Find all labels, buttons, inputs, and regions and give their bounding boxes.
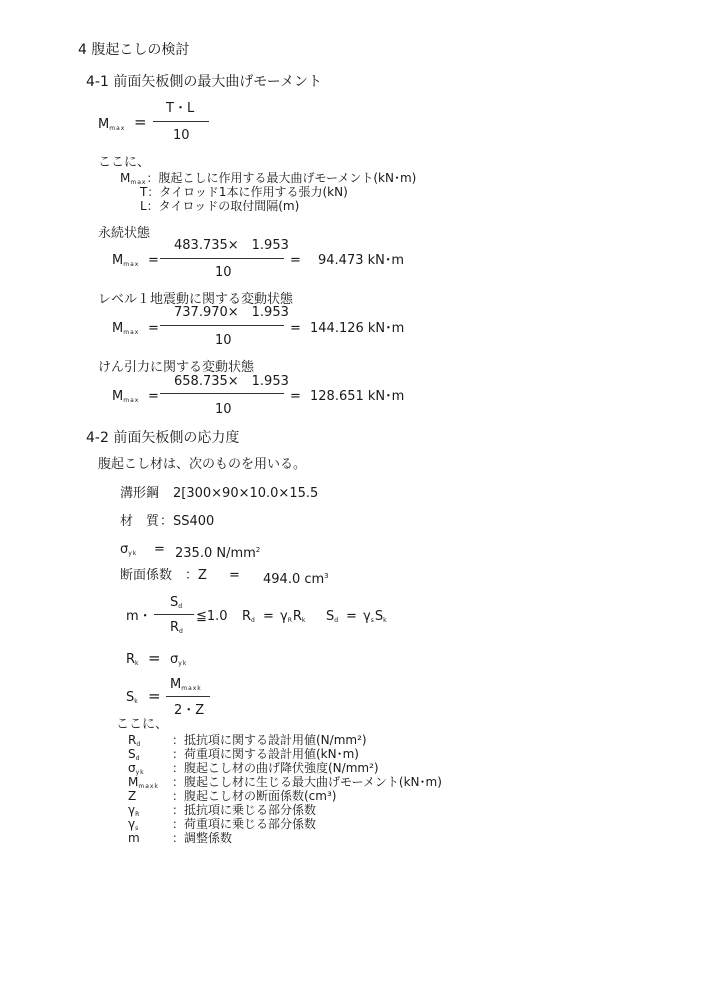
- section-modulus-value: 494.0 $cm^3$: [263, 572, 329, 587]
- result-value: 128.651 kN･m: [310, 389, 405, 404]
- sigma-value: 235.0 $N/mm^2$: [175, 546, 261, 561]
- result-value: 94.473 kN･m: [318, 253, 405, 268]
- fraction-denominator: 10: [173, 128, 190, 143]
- material-label: 材 質: [120, 514, 160, 529]
- material-intro: 腹起こし材は、次のものを用いる。: [98, 457, 307, 472]
- subsection-4-1-title: 4-1 前面矢板側の最大曲げモーメント: [86, 74, 323, 90]
- section-modulus-label: 断面係数 ：Z: [120, 568, 207, 583]
- channel-value: 2[300×90×10.0×15.5: [173, 486, 319, 501]
- result-value: 144.126 kN･m: [310, 321, 405, 336]
- fraction-bar: [153, 121, 209, 122]
- channel-label: 溝形鋼: [120, 486, 160, 501]
- material-value: ：SS400: [160, 514, 215, 529]
- section-title: 4 腹起こしの検討: [78, 42, 190, 58]
- fraction-numerator: T・L: [166, 101, 195, 116]
- sigma-yk: σyk: [120, 542, 138, 557]
- subsection-4-2-title: 4-2 前面矢板側の応力度: [86, 430, 240, 446]
